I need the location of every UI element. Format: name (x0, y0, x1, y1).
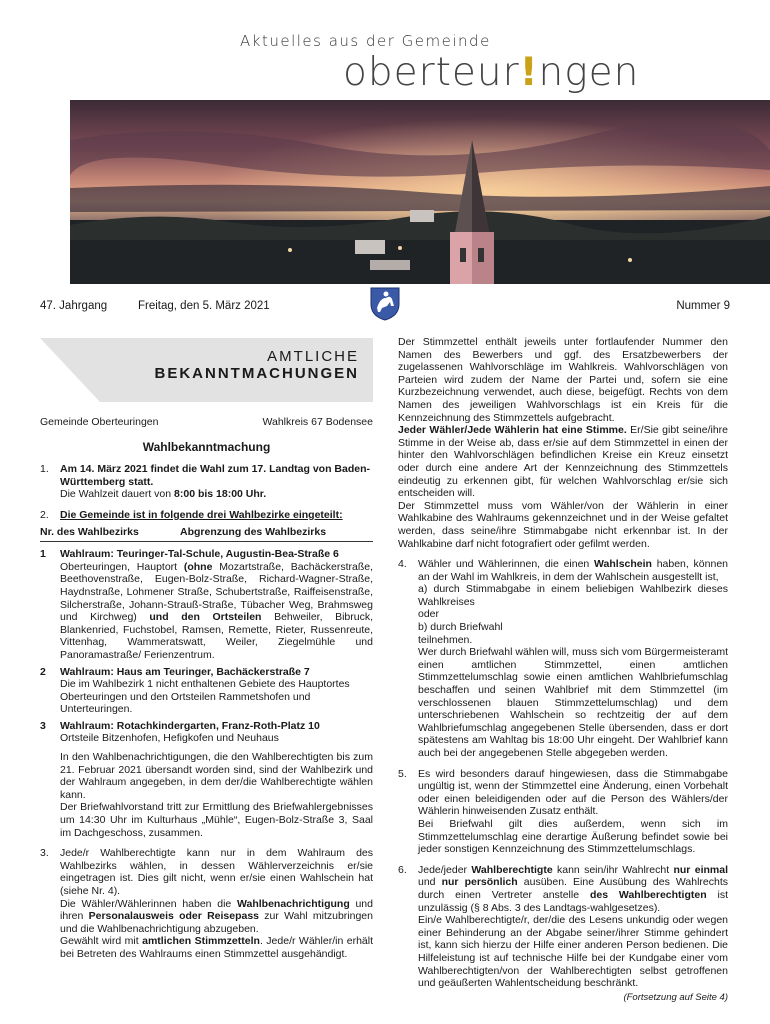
col-header-area: Abgrenzung des Wahlbezirks (180, 525, 327, 538)
district-text: Behweiler, Bibruck, Blankenried, Fuchstobel, Ramsen, Remette, Rieter, Russenreute, Vittenhag, Wammeratswatt, Weiler, Ziegelmühle und Panoramastraße/ Ferienzentrum. (60, 611, 374, 661)
paragraph: Der Stimmzettel enthält jeweils unter fortlaufender Nummer den Namen des Bewerbers und ggf. des Ersatzbewerbers der zugelassenen Wahlvorschläge im Wahlkreis. Wahlvorschlägen von Parteien wird zudem der Name der Partei und, sofern sie eine Kurzbezeichnung verwendet, auch diese, beigefügt. Rechts von dem Namen des jeweiligen Wahlvorschlags ist ein Kreis für die Kennzeichnung des Stimmzettels aufgebracht. (398, 336, 728, 424)
text: . Jede/r Wähler/in erhält bei Betreten des Wahlraums einen Stimmzettel ausgehändigt. (60, 935, 373, 960)
tagline: Aktuelles aus der Gemeinde (240, 32, 491, 50)
text-bold: des Wahlberechtigten (589, 888, 707, 901)
issue-date: Freitag, den 5. März 2021 (138, 300, 270, 312)
banner-line-1: AMTLICHE (267, 348, 359, 365)
text: Die Wähler/Wählerinnen haben die (60, 897, 232, 910)
district-title: Wahlraum: Rotachkindergarten, Franz-Roth-Platz 10 (60, 719, 320, 732)
paragraph: Bei Briefwahl gilt dies außerdem, wenn sich im Stimmzettelumschlag eine derartige Äußerung befindet sowie bei jeder sonstigen Kennzeichnung des Stimmzettelumschlags. (418, 817, 728, 856)
text: Er/Sie gibt seine/ihre Stimme in der Weise ab, dass er/sie auf dem Stimmzettel in einen der hinter den Wahlvorschlägen befindlichen Kreise ein Kreuz einsetzt oder durch eine andere Art der Kennzeichnung des Stimmzettels eindeutig zu erkennen gibt, für welchen Wahlvorschlag er/sie sich entscheiden will. (398, 424, 729, 500)
text: ist unzulässig (§ 8 Abs. 3 des Landtags-wahlgesetzes). (418, 888, 729, 914)
text: Wähler und Wählerinnen, die einen (418, 558, 590, 571)
text: und (418, 876, 436, 889)
ballot-paragraph (398, 336, 728, 550)
text-bold: amtlichen Stimmzetteln (142, 935, 260, 948)
item-number: 3. (40, 847, 49, 860)
list-item (40, 847, 373, 960)
notification-paragraph (60, 751, 373, 839)
text: Gewählt wird mit (60, 935, 139, 948)
list-item (398, 558, 728, 760)
time-label: Die Wahlzeit dauert von (60, 488, 172, 501)
election-date-text: Am 14. März 2021 findet die Wahl zum 17. Landtag von Baden-Württemberg statt. (60, 463, 371, 488)
issue-number: Nummer 9 (676, 300, 730, 312)
option-b: b) durch Briefwahl (418, 621, 503, 634)
option-a: a) durch Stimmabgabe in einem beliebigen Wahlbezirk dieses Wahlkreises (418, 583, 728, 608)
list-item (398, 768, 728, 856)
paragraph: In den Wahlbenachrichtigungen, die den Wahlberechtigten bis zum 21. Februar 2021 übersandt worden sind, sind der Wahlbezirk und der Wahlraum angegeben, in dem der/die Wahlberechtigte wählen kann. (60, 751, 373, 801)
paragraph: Wer durch Briefwahl wählen will, muss sich vom Bürgermeisteramt einen amtlichen Stimmzettel, einen amtlichen Stimmzettelumschlag sowie einen amtlichen Wahlbriefumschlag beschaffen und seinen Wahlbrief mit dem Stimmzettel (im verschlossenen blauen Stimmzettelumschlag) und dem unterschriebenen Wahlschein so rechtzeitig der auf dem Wahlbriefumschlag angegebenen Stelle übersenden, dass er dort spätestens am Wahltag bis 18:00 Uhr eingeht. Der Wahlbrief kann auch bei der angegebenen Stelle abgegeben werden. (418, 646, 728, 759)
notice-title: Wahlbekanntmachung (142, 439, 271, 454)
text: Jede/jeder (418, 863, 468, 876)
text-bold: Wahlberechtigte (471, 863, 553, 876)
paragraph: Es wird besonders darauf hingewiesen, dass die Stimmabgabe ungültig ist, wenn der Stimmzettel eine Änderung, einen Vorbehalt oder einen beleidigenden oder auf die Person des Wählers/der Wählerin hinweisenden Zusatz enthält. (418, 767, 728, 818)
section-banner (40, 338, 373, 402)
constituency-label: Wahlkreis 67 Bodensee (262, 416, 373, 428)
text-bold: nur einmal (673, 863, 728, 876)
left-column (40, 416, 373, 969)
paragraph: Der Briefwahlvorstand tritt zur Ermittlung des Briefwahlergebnisses um 14:30 Uhr im Kulturhaus „Mühle“, Eugen-Bolz-Straße 3, Saal im Dachgeschoss, zusammen. (60, 801, 373, 839)
text: teilnehmen. (418, 633, 473, 646)
text: haben, können an der Wahl im Wahlkreis, in dem der Wahlschein ausgestellt ist, (418, 558, 728, 583)
text-bold: Personalausweis oder Reisepass (88, 910, 260, 923)
district-row (40, 666, 373, 716)
district-text: Oberteuringen, Hauptort (60, 560, 178, 573)
text: und ihren (60, 897, 373, 923)
item-number: 4. (398, 558, 407, 571)
logo-part-2: ngen (538, 50, 640, 95)
districts-table-header (40, 526, 373, 543)
text: kann sein/ihr Wahlrecht (557, 863, 670, 876)
text: ausüben. Eine Ausübung des Wahlrechts durch einen Vertreter anstelle (418, 876, 729, 901)
issue-info-bar (40, 298, 730, 322)
text: oder (418, 608, 440, 621)
right-column (398, 336, 728, 1004)
text: zur Wahl mitzubringen und die Wahlbenachrichtigung abzugeben. (60, 910, 373, 935)
district-number: 3 (40, 719, 46, 732)
district-text-bold: und den Ortsteilen (149, 611, 262, 624)
district-row (40, 720, 373, 745)
logo-part-1: oberteur (343, 50, 520, 95)
district-row (40, 548, 373, 661)
district-text: Die im Wahlbezirk 1 nicht enthaltenen Gebiete des Hauptortes Oberteuringen und den Ortsteilen Rammetshofen und Unterteuringen. (60, 678, 350, 716)
district-title: Wahlraum: Haus am Teuringer, Bachäckerstraße 7 (60, 665, 310, 678)
text-bold: Jeder Wähler/Jede Wählerin hat eine Stimme. (398, 424, 627, 437)
district-number: 1 (40, 548, 46, 561)
paragraph: Ein/e Wahlberechtigte/r, der/die des Lesens unkundig oder wegen einer Behinderung an der Abgabe seiner/ihrer Stimme gehindert ist, kann sich hierzu der Hilfe einer anderen Person bedienen. Die Hilfeleistung ist auf technische Hilfe bei der Kundgabe einer vom Wahlberechtigten/von der Wahlberechtigten selbst getroffenen und geäußerten Wahlentscheidung beschränkt. (418, 914, 728, 990)
municipality-label: Gemeinde Oberteuringen (40, 416, 159, 428)
item-number: 2. (40, 508, 49, 521)
district-text: Mozartstraße, Bachäckerstraße, Beethovenstraße, Eugen-Bolz-Straße, Richard-Wagner-Straße, Haydnstraße, Lohmener Straße, Schubertstraße, Raiffeisenstraße, Silcherstraße, Johann-Strauß-Straße, Tübacher Weg, Brahmsweg und Kirchweg) (60, 560, 373, 624)
col-header-number: Nr. des Wahlbezirks (40, 525, 139, 538)
sunset-church-photo (70, 100, 770, 284)
jahrgang: 47. Jahrgang (40, 300, 108, 312)
logo (343, 50, 639, 95)
list-item (40, 463, 373, 501)
district-text: Ortsteile Bitzenhofen, Hefigkofen und Neuhaus (60, 732, 279, 745)
item-number: 5. (398, 767, 407, 780)
district-title: Wahlraum: Teuringer-Tal-Schule, Augustin-Bea-Straße 6 (60, 548, 339, 561)
text-bold: nur persönlich (441, 876, 518, 889)
text-bold: Wahlbenachrichtigung (236, 897, 350, 910)
list-item (40, 509, 373, 522)
continuation-note: (Fortsetzung auf Seite 4) (623, 991, 728, 1003)
district-number: 2 (40, 665, 46, 678)
paragraph: Der Stimmzettel muss vom Wähler/von der Wählerin in einer Wahlkabine des Wahlraums gekennzeichnet und in der Weise gefaltet werden, dass seine/ihre Stimmabgabe nicht erkennbar ist. In der Wahlkabine darf nicht fotografiert oder gefilmt werden. (398, 499, 728, 550)
list-item (398, 864, 728, 990)
district-text-bold: (ohne (183, 560, 213, 573)
item-number: 6. (398, 863, 407, 876)
logo-bang: ! (519, 50, 539, 95)
item-number: 1. (40, 463, 49, 476)
masthead (0, 0, 770, 100)
banner-title (155, 348, 360, 382)
municipal-crest-icon (368, 286, 402, 322)
paragraph: Jede/r Wahlberechtigte kann nur in dem Wahlraum des Wahlbezirks wählen, in dessen Wählerverzeichnis er/sie eingetragen ist. Dies gilt nicht, wenn er/sie einen Wahlschein hat (siehe Nr. 4). (60, 847, 373, 897)
banner-line-2: BEKANNTMACHUNGEN (154, 365, 359, 382)
time-value: 8:00 bis 18:00 Uhr. (174, 488, 267, 501)
text-bold: Wahlschein (594, 558, 652, 571)
districts-intro: Die Gemeinde ist in folgende drei Wahlbezirke eingeteilt: (60, 508, 343, 521)
header-row (40, 416, 373, 429)
